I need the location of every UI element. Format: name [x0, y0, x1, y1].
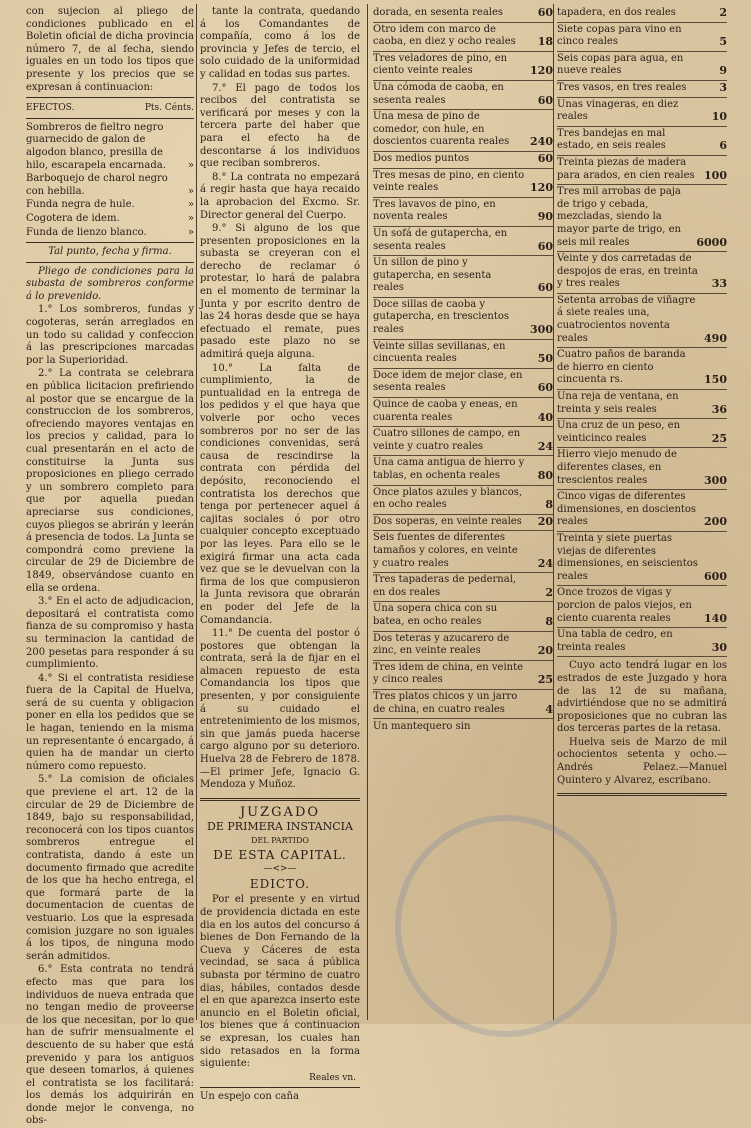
item-value: 200 [704, 515, 727, 529]
list-item [557, 127, 727, 156]
column-1 [26, 6, 194, 1127]
paragraph: 6.° Esta contrata no tendrá efecto mas que para los individuos de nueva entrada que no tengan medio de proveerse de los que necesitan, por lo que han de sufrir mensualmente el descuento de su haber que está prevenido y para los antiguos que deseen tomarlos, á quienes el contratista se los facilitará: los demás los adquirirán en donde mejor le convenga, no obs- [26, 964, 194, 1127]
list-item [373, 632, 553, 661]
conditions-continued [200, 6, 360, 792]
conditions-heading: Pliego de condiciones para la subasta de sombreros conforme á lo prevenido. [26, 265, 194, 302]
item-value: 33 [711, 277, 727, 291]
item-value: 40 [537, 410, 553, 424]
item-text: Dos teteras y azucarero de zinc, en veinte reales [373, 632, 510, 657]
item-value: 150 [704, 373, 727, 387]
item-value: 60 [537, 151, 553, 165]
list-item [373, 427, 553, 456]
item-text: Una cómoda de caoba, en sesenta reales [373, 81, 504, 106]
paragraph: 10.° La falta de cumplimiento, la de puntualidad en la entrega de los pedidos y el que haya que volverle por ocho veces sombreros por no ser de las condiciones convenidas, será causa de rescindirse la contrata con pérdida del depósito, reconociendo el contratista los derechos que tenga por pertenecer aquel á cajitas sociales ó por otro cualquier concepto exceptuado por las leyes. Para ello se le exigirá firmar una acta cada vez que se le devuelvan con la firma de los que compusieron la Junta revisora que obrarán en poder del Jefe de la Comandancia. [200, 362, 360, 626]
list-item [557, 532, 727, 586]
item-text: Tres bandejas en mal estado, en seis reales [557, 127, 666, 152]
list-item [557, 156, 727, 185]
list-item [557, 586, 727, 628]
item-text: Setenta arrobas de viñagre á siete reales una, cuatrocientos noventa reales [557, 294, 696, 344]
paragraph: 1.° Los sombreros, fundas y cogoteras, serán arreglados en un todo su calidad y confeccion á las prescripciones marcadas por la Superioridad. [26, 304, 194, 366]
list-item [373, 602, 553, 631]
divider [26, 97, 194, 98]
item-text: Otro idem con marco de caoba, en diez y ocho reales [373, 23, 516, 48]
divider [200, 1087, 360, 1088]
paragraph: tante la contrata, quedando á los Comandantes de compañía, como á los de provincia y Jefes de tercio, el solo cuidado de la uniformidad y calidad en todas sus partes. [200, 6, 360, 80]
list-item [373, 515, 553, 532]
item-text: Una sopera chica con su batea, en ocho reales [373, 603, 498, 627]
continued-item: Un espejo con caña [200, 1091, 299, 1103]
item-value: » [187, 199, 194, 211]
item-value: » [187, 212, 194, 224]
item-value: 300 [530, 323, 553, 337]
item-text: Veinte sillas sevillanas, en cincuenta reales [373, 340, 506, 365]
item-text: Cuatro sillones de campo, en veinte y cuatro reales [373, 428, 521, 452]
list-item [26, 199, 194, 212]
paragraph: 11.° De cuenta del postor ó postores que obtengan la contrata, será la de fijar en el almacen repuesto de esta Comandancia los tipos que presenten, y por consiguiente á su cuidado el entretenimiento de los mismos, sin que jamás pueda hacerse cargo alguno por su deterioro. Huelva 28 de Febrero de 1878.—El primer Jefe, Ignacio G. Mendoza y Muñoz. [200, 628, 360, 791]
list-item [373, 52, 553, 81]
item-value: 120 [530, 64, 553, 78]
item-text: Tres platos chicos y un jarro de china, en cuatro reales [373, 690, 518, 715]
continued-item: Un mantequero sin [373, 721, 471, 733]
court-district: DEL PARTIDO [251, 836, 309, 845]
item-value: 2 [719, 6, 727, 19]
item-text: Tres lavavos de pino, en noventa reales [373, 198, 496, 223]
list-item [373, 81, 553, 110]
list-item [557, 23, 727, 52]
list-item [26, 173, 194, 198]
paragraph: 9.° Si alguno de los que presenten proposiciones en la subasta se creyeran con el derecho de reclamar ó protestar, lo hará de palabra en el momento de terminar la Junta y por escrito dentro de las 24 horas desde que se haya efectuado el remate, pues pasado este plazo no se admitirá queja alguna. [200, 223, 360, 361]
table-header-right: Pts. Cénts. [144, 103, 194, 114]
list-item [373, 169, 553, 198]
item-text: Sombreros de fieltro negro guarnecido de galon de algodon blanco, presilla de hilo, escarapela encarnada. [26, 121, 166, 171]
efectos-list [26, 122, 194, 239]
item-text: tapadera, en dos reales [557, 7, 676, 18]
item-value: 24 [537, 556, 553, 570]
item-value: 140 [704, 611, 727, 625]
item-value: 20 [537, 514, 553, 528]
list-item [373, 456, 553, 485]
item-value: 120 [530, 181, 553, 195]
item-text: Treinta y siete puertas viejas de diferentes dimensiones, en seiscientos reales [557, 532, 698, 582]
divider [26, 262, 194, 263]
item-value: 8 [545, 614, 553, 628]
item-text: Treinta piezas de madera para arados, en cien reales [557, 156, 695, 181]
column-rule [196, 4, 197, 1020]
item-value: 9 [719, 64, 727, 78]
column-2 [200, 6, 360, 1103]
bienes-list-continued [557, 6, 727, 657]
list-item [373, 6, 553, 23]
list-item [557, 419, 727, 448]
table-header-left: EFECTOS. [26, 103, 75, 114]
item-value: 60 [537, 281, 553, 295]
item-text: Hierro viejo menudo de diferentes clases, en trescientos reales [557, 449, 677, 486]
item-value: 2 [545, 585, 553, 599]
list-item [557, 628, 727, 657]
item-value: » [187, 226, 194, 238]
paragraph: 5.° La comision de oficiales que previene el art. 12 de la circular de 29 de Diciembre de 1849, bajo su responsabilidad, reconocerá con los tipos cuantos sombreros entregue el contratista, dando á este un documento firmado que acredite de los que ha hecho entrega, el que formará parte de la documentacion de cuentas de vestuario. Los que la espresada comision juzgare no son iguales á los tipos, de ninguna modo serán admitidos. [26, 774, 194, 962]
closing-text: Cuyo acto tendrá lugar en los estrados de este Juzgado y hora de las 12 de su mañana, advirtiéndose que no se admitirá proposiciones que no cubran las dos terceras partes de la retasa. [557, 660, 727, 735]
item-text: Tres tapaderas de pedernal, en dos reales [373, 574, 517, 598]
item-text: Veinte y dos carretadas de despojos de eras, en treinta y tres reales [557, 253, 698, 290]
list-item [373, 369, 553, 398]
item-text: Tres idem de china, en veinte y cinco reales [373, 661, 524, 686]
item-value: 20 [537, 644, 553, 658]
list-item [373, 531, 553, 573]
court-title: JUZGADO [239, 804, 321, 820]
paragraph: 7.° El pago de todos los recibos del contratista se verificará por meses y con la tercera parte del haber que para el efecto ha de descontarse á los individuos que reciban sombreros. [200, 82, 360, 170]
list-item [557, 390, 727, 419]
item-value: 24 [537, 439, 553, 453]
item-value: 60 [537, 6, 553, 19]
list-item [557, 81, 727, 98]
item-value: 80 [537, 469, 553, 482]
divider [200, 798, 360, 801]
item-value: 300 [704, 473, 727, 487]
item-value: 30 [711, 640, 727, 654]
signature-text: Huelva seis de Marzo de mil ochocientos setenta y ocho.—Andrés Pelaez.—Manuel Quintero y Alvarez, escribano. [557, 736, 727, 786]
list-item [373, 340, 553, 369]
item-text: Una cama antigua de hierro y tablas, en ochenta reales [373, 457, 525, 481]
item-value: 18 [537, 35, 553, 49]
list-item [373, 690, 553, 719]
item-value: 50 [537, 352, 553, 366]
list-item [373, 110, 553, 152]
item-value: 6000 [696, 235, 727, 249]
item-value: 100 [704, 168, 727, 182]
item-text: Seis fuentes de diferentes tamaños y colores, en veinte y cuatro reales [373, 532, 518, 569]
item-text: Dos soperas, en veinte reales [373, 515, 522, 527]
list-item [373, 661, 553, 690]
item-text: dorada, en sesenta reales [373, 7, 504, 18]
ornament: —<>— [263, 864, 297, 875]
item-value: 10 [711, 110, 727, 124]
conditions-list [26, 304, 194, 1128]
library-stamp-seal [395, 815, 617, 1037]
list-item [557, 185, 727, 252]
divider [26, 118, 194, 119]
list-item [557, 6, 727, 23]
item-value: 90 [537, 210, 553, 224]
item-text: Once platos azules y blancos, en ocho reales [373, 486, 523, 511]
list-item [557, 252, 727, 294]
item-text: Una reja de ventana, en treinta y seis reales [557, 391, 679, 415]
list-item [373, 298, 553, 340]
list-item [26, 213, 194, 226]
item-text: Un sofá de gutapercha, en sesenta reales [373, 227, 508, 252]
item-value: 240 [530, 135, 553, 149]
item-value: 490 [704, 331, 727, 345]
list-item [373, 398, 553, 427]
item-value: 25 [711, 431, 727, 445]
item-text: Funda negra de hule. [26, 199, 135, 211]
item-value: 3 [719, 80, 727, 94]
signature-placeholder: Tal punto, fecha y firma. [48, 246, 172, 258]
item-text: Un sillon de pino y gutapercha, en sesenta reales [373, 257, 492, 294]
column-rule [367, 4, 368, 1020]
item-text: Barboquejo de charol negro con hebilla. [26, 173, 168, 197]
item-value: 25 [537, 673, 553, 687]
edicto-title: EDICTO. [249, 876, 311, 891]
item-text: Doce sillas de caoba y gutapercha, en trescientos reales [373, 298, 509, 336]
item-value: » [187, 159, 194, 171]
item-value: 4 [545, 702, 553, 716]
item-text: Una cruz de un peso, en veinticinco reales [557, 420, 681, 444]
paragraph: 3.° En el acto de adjudicacion, depositará el contratista como fianza de su compromiso y hasta su terminacion la cantidad de 200 pesetas para responder á su cumplimiento. [26, 596, 194, 671]
item-text: Cinco vigas de diferentes dimensiones, en doscientos reales [557, 491, 697, 528]
item-value: 5 [719, 35, 727, 49]
item-value: 60 [537, 239, 553, 253]
item-value: 36 [711, 402, 727, 416]
list-item [557, 98, 727, 127]
item-text: Funda de lienzo blanco. [26, 226, 147, 238]
list-item [373, 227, 553, 256]
item-text: Once trozos de vigas y porcion de palos viejos, en ciento cuarenta reales [557, 587, 692, 624]
item-text: Una tabla de cedro, en treinta reales [557, 629, 673, 653]
list-item [557, 448, 727, 490]
list-item [373, 23, 553, 52]
item-text: Quince de caoba y eneas, en cuarenta reales [373, 399, 518, 423]
list-item [26, 227, 194, 240]
item-value: 600 [704, 569, 727, 583]
item-text: Dos medios puntos [373, 152, 470, 164]
court-subtitle: DE PRIMERA INSTANCIA [207, 820, 353, 834]
list-item [373, 486, 553, 515]
list-item [26, 122, 194, 172]
list-item [373, 256, 553, 298]
item-text: Cogotera de idem. [26, 212, 120, 224]
intro-text: con sujecion al pliego de condiciones publicado en el Boletin oficial de dicha provincia número 7, de al fecha, siendo iguales en un todo los tipos que presente y los precios que se expresan á continuacion: [26, 6, 194, 93]
table-header [26, 102, 194, 115]
paragraph: 2.° La contrata se celebrara en pública licitacion prefiriendo al postor que se encargue de la construccion de los sombreros, ofreciendo mayores ventajas en los precios y calidad, para lo cual presentarán en el acto de constituirse la Junta sus proposiciones en pliego cerrado y un sombrero completo para que por aquella puedan apreciarse sus condiciones, cuyos pliegos se abrirán y leerán á presencia de todos. La Junta se compondrá como previene la circular de 29 de Diciembre de 1849, observándose cuanto en ella se ordena. [26, 368, 194, 594]
bienes-list [373, 6, 553, 719]
list-item [557, 52, 727, 81]
divider [557, 793, 727, 796]
list-item [557, 294, 727, 348]
item-text: Tres mesas de pino, en ciento veinte reales [373, 169, 525, 194]
item-value: 8 [545, 498, 553, 512]
paragraph: 8.° La contrata no empezará á regir hasta que haya recaido la aprobacion del Excmo. Sr. Director general del Cuerpo. [200, 171, 360, 221]
item-text: Una mesa de pino de comedor, con hule, en doscientos cuarenta reales [373, 111, 510, 148]
item-text: Tres mil arrobas de paja de trigo y cebada, mezcladas, siendo la mayor parte de trigo, en seis mil reales [557, 186, 681, 248]
list-item [373, 573, 553, 602]
item-text: Doce idem de mejor clase, en sesenta reales [373, 369, 523, 394]
reales-header: Reales vn. [309, 1072, 356, 1083]
divider [26, 242, 194, 243]
court-capital: DE ESTA CAPITAL. [213, 847, 347, 862]
item-text: Tres vasos, en tres reales [557, 81, 687, 93]
item-value: 60 [537, 381, 553, 395]
list-item [373, 152, 553, 169]
list-item [557, 490, 727, 532]
item-text: Siete copas para vino en cinco reales [557, 23, 682, 48]
list-item [373, 198, 553, 227]
item-value: » [187, 185, 194, 197]
item-value: 60 [537, 93, 553, 107]
item-text: Cuatro paños de baranda de hierro en ciento cincuenta rs. [557, 349, 686, 386]
item-text: Seis copas para agua, en nueve reales [557, 52, 684, 77]
list-item [557, 348, 727, 390]
paragraph: 4.° Si el contratista residiese fuera de la Capital de Huelva, será de su cuenta y obligacion poner en ella los pedidos que se le hagan, teniendo en la misma un representante ó encargado, á quien ha de mandar un cierto número como repuesto. [26, 672, 194, 772]
item-value: 6 [719, 139, 727, 153]
item-text: Unas vinageras, en diez reales [557, 98, 679, 123]
item-text: Tres veladores de pino, en ciento veinte reales [373, 52, 508, 77]
edicto-text: Por el presente y en virtud de providencia dictada en este dia en los autos del concurso á bienes de Don Fernando de la Cueva y Cáceres de esta vecindad, se saca á pública subasta por término de cuatro dias, hábiles, contados desde el en que aparezca inserto este anuncio en el Boletin oficial, los bienes que á continuacion se expresan, los cuales han sido retasados en la forma siguiente: [200, 894, 360, 1070]
